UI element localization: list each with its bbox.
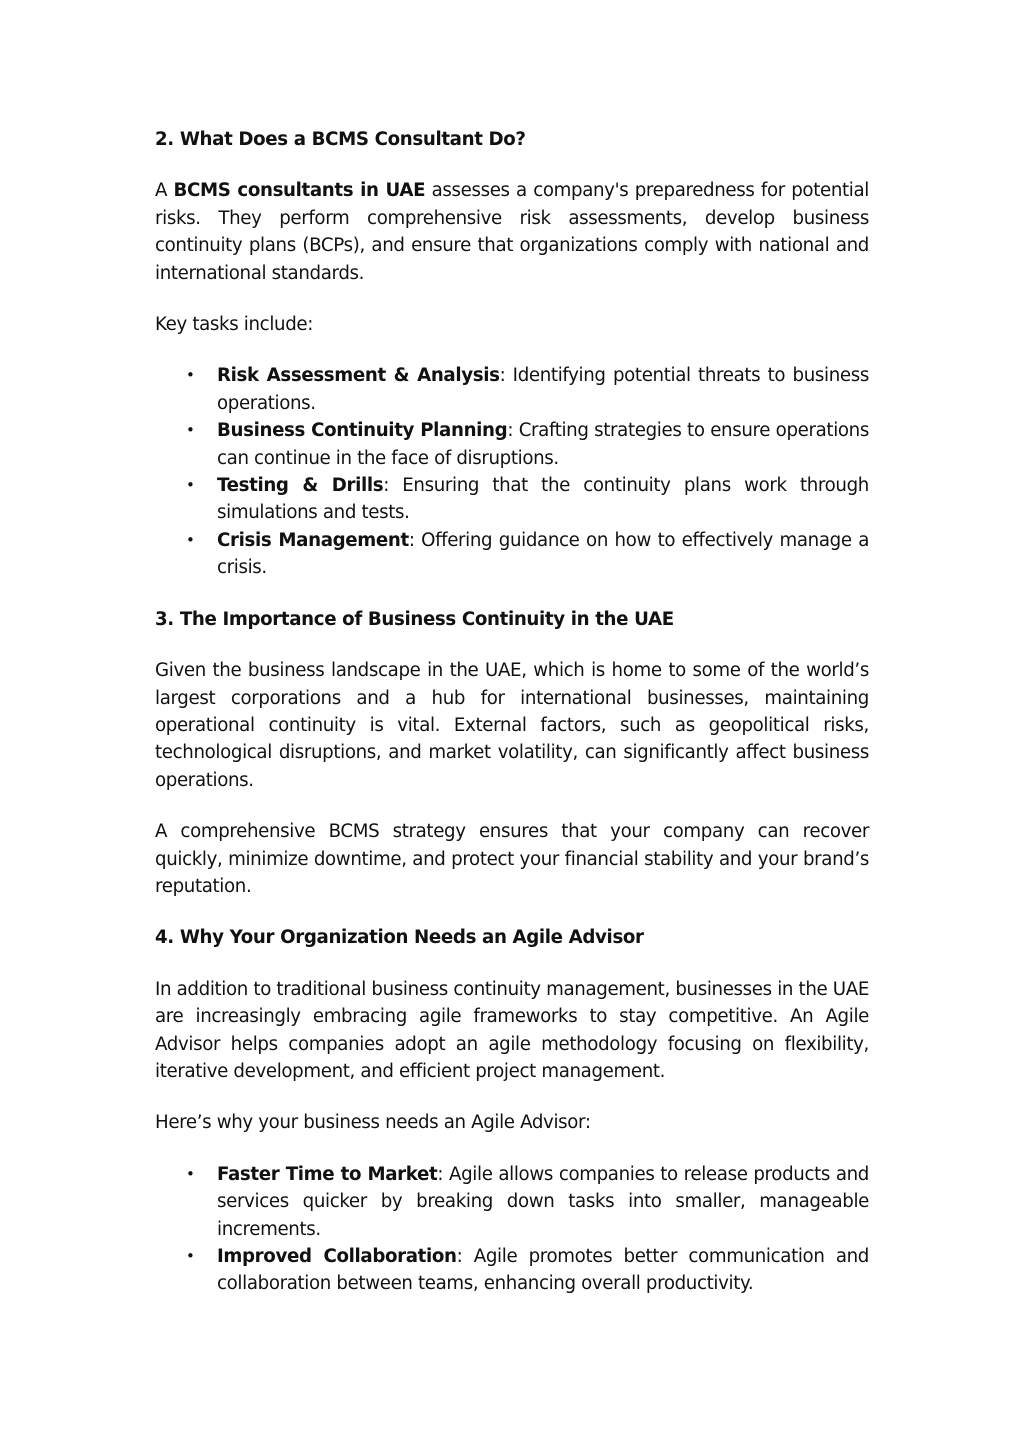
list-item-desc: : Identifying potential threats to business operations.: [217, 365, 869, 414]
bullet-icon: •: [186, 530, 195, 549]
list-item: [155, 1243, 869, 1298]
intro-bold-term: BCMS consultants in UAE: [173, 180, 426, 202]
list-item-desc: : Agile promotes better communication and collaboration between teams, enhancing overall productivity.: [217, 1246, 869, 1295]
list-item: [155, 527, 869, 582]
bullet-icon: •: [186, 476, 195, 495]
section-heading-agile-advisor: 4. Why Your Organization Needs an Agile Advisor: [155, 927, 644, 949]
list-item: [155, 1161, 869, 1243]
agile-reasons-label: Here’s why your business needs an Agile Advisor:: [155, 1112, 591, 1134]
list-item-term: Risk Assessment & Analysis: [217, 365, 500, 387]
list-item-desc: : Crafting strategies to ensure operations can continue in the face of disruptions.: [217, 420, 869, 469]
list-item-term: Testing & Drills: [217, 475, 384, 497]
importance-paragraph-1: Given the business landscape in the UAE, which is home to some of the world’s largest corporations and a hub for international businesses, maintaining operational continuity is vital. External factors, such as geopolitical risks, technological disruptions, and market volatility, can significantly affect business operations.: [155, 660, 869, 791]
list-item-desc: : Offering guidance on how to effectively manage a crisis.: [217, 529, 869, 579]
list-item-desc: : Ensuring that the continuity plans work through simulations and tests.: [217, 475, 869, 524]
list-item-term: Crisis Management: [217, 529, 409, 551]
list-item: [155, 362, 869, 417]
key-tasks-label: Key tasks include:: [155, 314, 314, 336]
list-item: [155, 417, 869, 472]
bullet-icon: •: [186, 421, 195, 440]
intro-prefix: A: [155, 180, 174, 202]
bullet-icon: •: [186, 1247, 195, 1265]
importance-paragraph-2: A comprehensive BCMS strategy ensures that your company can recover quickly, minimize downtime, and protect your financial stability and your brand’s reputation.: [155, 821, 869, 897]
agile-reasons-list: [155, 1161, 869, 1298]
section-heading-bcms-consultant: 2. What Does a BCMS Consultant Do?: [155, 129, 526, 150]
bcms-intro-paragraph: [155, 177, 869, 287]
list-item-term: Faster Time to Market: [217, 1163, 438, 1185]
bullet-icon: •: [186, 366, 195, 385]
list-item-term: Improved Collaboration: [217, 1246, 457, 1267]
document-page: [155, 126, 869, 1322]
key-tasks-list: [155, 362, 869, 581]
list-item-desc: : Agile allows companies to release products and services quicker by breaking down tasks into smaller, manageable increments.: [217, 1163, 869, 1240]
list-item: [155, 472, 869, 527]
bullet-icon: •: [186, 1164, 195, 1183]
list-item-term: Business Continuity Planning: [217, 420, 508, 442]
agile-paragraph-1: In addition to traditional business continuity management, businesses in the UAE are increasingly embracing agile frameworks to stay competitive. An Agile Advisor helps companies adopt an agile methodology focusing on flexibility, iterative development, and efficient project management.: [155, 978, 869, 1082]
section-heading-importance: 3. The Importance of Business Continuity in the UAE: [155, 608, 674, 630]
intro-rest: assesses a company's preparedness for potential risks. They perform comprehensive risk assessments, develop business continuity plans (BCPs), and ensure that organizations comply with national and international standards.: [155, 180, 869, 284]
